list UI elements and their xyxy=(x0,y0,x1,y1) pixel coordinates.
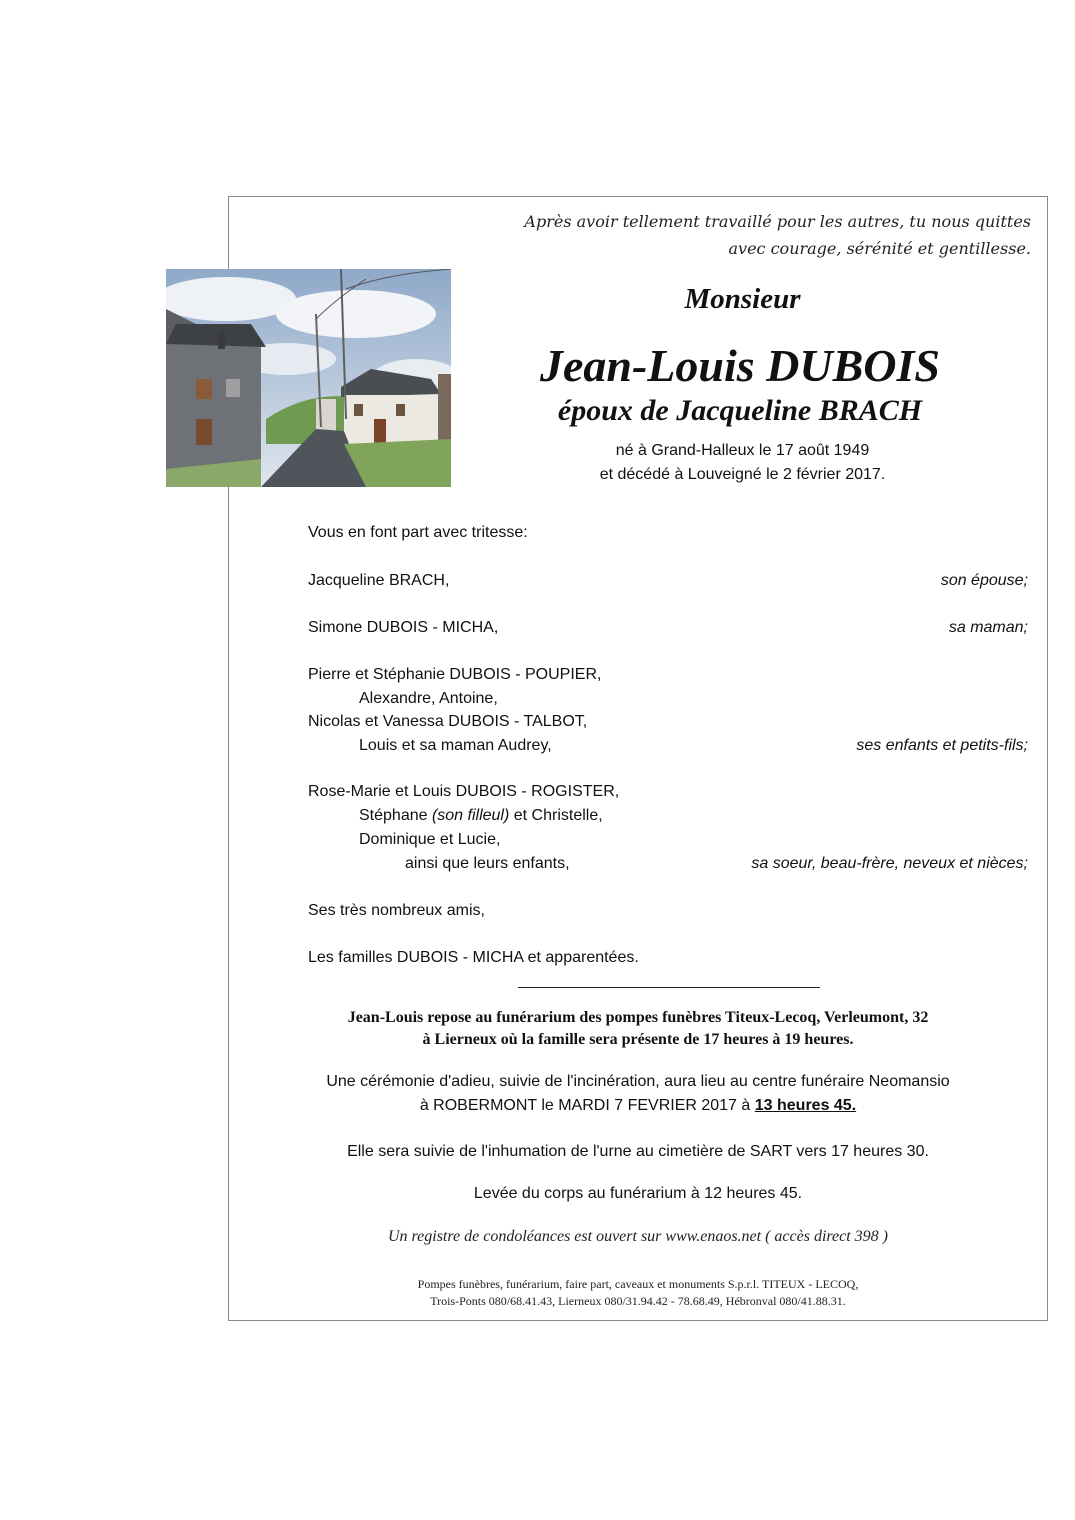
ceremony-date: à ROBERMONT le MARDI 7 FEVRIER 2017 à xyxy=(419,1097,755,1114)
relative-name: Jacqueline BRACH, xyxy=(308,572,450,589)
announce-intro: Vous en font part avec tritesse: xyxy=(308,524,528,541)
rest-line-2: à Lierneux où la famille sera présente de 17 heures à 19 heures. xyxy=(422,1031,854,1048)
relative-name: ainsi que leurs enfants, xyxy=(405,855,570,872)
burial-line: Elle sera suivie de l'inhumation de l'urne au cimetière de SART vers 17 heures 30. xyxy=(347,1143,929,1160)
divider xyxy=(518,987,820,988)
ceremony-line-1: Une cérémonie d'adieu, suivie de l'incinération, aura lieu au centre funéraire Neomansio xyxy=(326,1073,950,1090)
birth-line: né à Grand-Halleux le 17 août 1949 xyxy=(615,442,870,459)
godson-note: (son filleul) xyxy=(431,807,510,824)
ceremony-time: 13 heures 45. xyxy=(754,1097,857,1114)
families-line: Les familles DUBOIS - MICHA et apparentées. xyxy=(308,949,639,966)
relative-name: Louis et sa maman Audrey, xyxy=(359,737,552,754)
relation-label: sa maman; xyxy=(948,619,1028,636)
relation-label: son épouse; xyxy=(940,572,1028,589)
ceremony-line-2 xyxy=(228,1097,1048,1115)
relative-name: Nicolas et Vanessa DUBOIS - TALBOT, xyxy=(308,713,588,730)
relative-name: Rose-Marie et Louis DUBOIS - ROGISTER, xyxy=(308,783,620,800)
condolence-registry: Un registre de condoléances est ouvert sur www.enaos.net ( accès direct 398 ) xyxy=(387,1228,889,1245)
relative-name: Pierre et Stéphanie DUBOIS - POUPIER, xyxy=(308,666,602,683)
rest-line-1: Jean-Louis repose au funérarium des pompes funèbres Titeux-Lecoq, Verleumont, 32 xyxy=(347,1009,929,1026)
relative-name-part: Stéphane xyxy=(359,807,432,824)
relative-name: Dominique et Lucie, xyxy=(359,831,501,848)
friends-line: Ses très nombreux amis, xyxy=(308,902,485,919)
relative-name-part: et Christelle, xyxy=(509,807,603,824)
relation-label: ses enfants et petits-fils; xyxy=(856,737,1028,754)
relation-label: sa soeur, beau-frère, neveux et nièces; xyxy=(751,855,1028,872)
footer-line-2: Trois-Ponts 080/68.41.43, Lierneux 080/31.94.42 - 78.68.49, Hébronval 080/41.88.31. xyxy=(430,1294,846,1308)
spouse-line: époux de Jacqueline BRACH xyxy=(557,394,923,427)
honorific: Monsieur xyxy=(684,283,801,315)
relative-name: Alexandre, Antoine, xyxy=(359,690,498,707)
deceased-name: Jean-Louis DUBOIS xyxy=(539,340,940,391)
relative-name xyxy=(359,806,603,826)
levee-line: Levée du corps au funérarium à 12 heures 45. xyxy=(473,1185,803,1202)
village-painting xyxy=(166,269,451,487)
opening-quote xyxy=(471,208,1031,262)
quote-line-1: Après avoir tellement travaillé pour les autres, tu nous quittes xyxy=(524,212,1031,231)
footer-line-1: Pompes funèbres, funérarium, faire part, caveaux et monuments S.p.r.l. TITEUX - LECOQ, xyxy=(417,1277,859,1291)
relative-name: Simone DUBOIS - MICHA, xyxy=(308,619,499,636)
quote-line-2: avec courage, sérénité et gentillesse. xyxy=(728,239,1031,258)
death-line: et décédé à Louveigné le 2 février 2017. xyxy=(599,466,886,483)
